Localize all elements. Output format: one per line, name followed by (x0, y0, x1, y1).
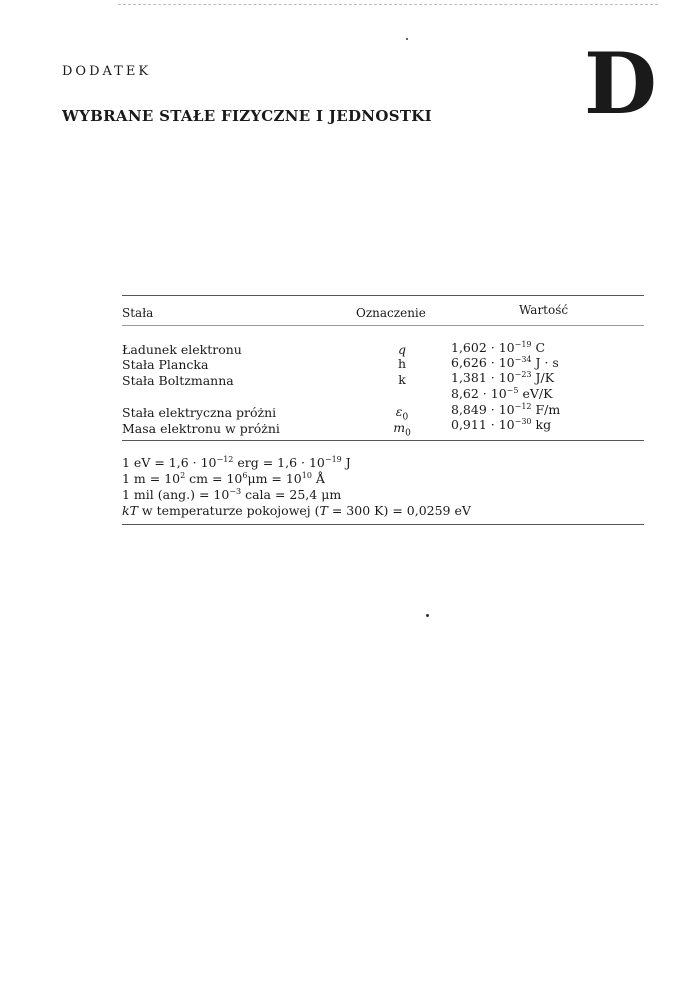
table-header-rule (122, 325, 644, 326)
constant-symbol: $\varepsilon_0$ (395, 404, 409, 423)
conversion-kt: kT w temperaturze pokojowej (T = 300 K) = 0,0259 eV (122, 503, 471, 518)
column-header-symbol: Oznaczenie (356, 306, 426, 320)
constant-symbol: $m_0$ (393, 420, 411, 439)
table-top-rule (122, 295, 644, 296)
appendix-kicker: DODATEK (62, 64, 152, 79)
appendix-letter: D (584, 34, 657, 133)
constant-name: Stała Plancka (122, 357, 209, 372)
constant-value: $6,626 \cdot 10^{-34}$ J · s (451, 354, 559, 370)
constant-value: $8,62 \cdot 10^{-5}$ eV/K (451, 385, 553, 401)
constant-name: Stała elektryczna próżni (122, 405, 277, 420)
constant-value: $1,381 \cdot 10^{-23}$ J/K (451, 369, 555, 385)
constant-name: Ładunek elektronu (122, 342, 242, 357)
column-header-name: Stała (122, 306, 154, 320)
scan-speck (426, 614, 429, 617)
conversion-ev: 1 eV = $1,6 \cdot 10^{-12}$ erg = $1,6 \cdot 10^{-19}$ J (122, 454, 351, 470)
formulas-bottom-rule (122, 524, 644, 525)
constant-name: Masa elektronu w próżni (122, 421, 280, 436)
constant-value: $0,911 \cdot 10^{-30}$ kg (451, 416, 552, 432)
table-bottom-rule (122, 440, 644, 441)
page-title: WYBRANE STAŁE FIZYCZNE I JEDNOSTKI (62, 107, 432, 125)
column-header-value: Wartość (519, 303, 569, 317)
constant-name: Stała Boltzmanna (122, 373, 234, 388)
constant-symbol: q (397, 342, 406, 357)
scan-speck (406, 38, 408, 40)
constant-value: $1,602 \cdot 10^{-19}$ C (451, 339, 546, 355)
top-scan-rule (118, 4, 658, 5)
conversion-mil: 1 mil $(ang.) = 10^{-3}$ cala = 25,4 μm (122, 486, 342, 502)
constant-symbol: h (397, 356, 407, 371)
conversion-meter: 1 $m = 10^2$ cm = $10^6\mu m = 10^{10}$ Å (122, 470, 325, 486)
constant-value: $8,849 \cdot 10^{-12}$ F/m (451, 401, 561, 417)
constant-symbol: k (398, 372, 406, 387)
